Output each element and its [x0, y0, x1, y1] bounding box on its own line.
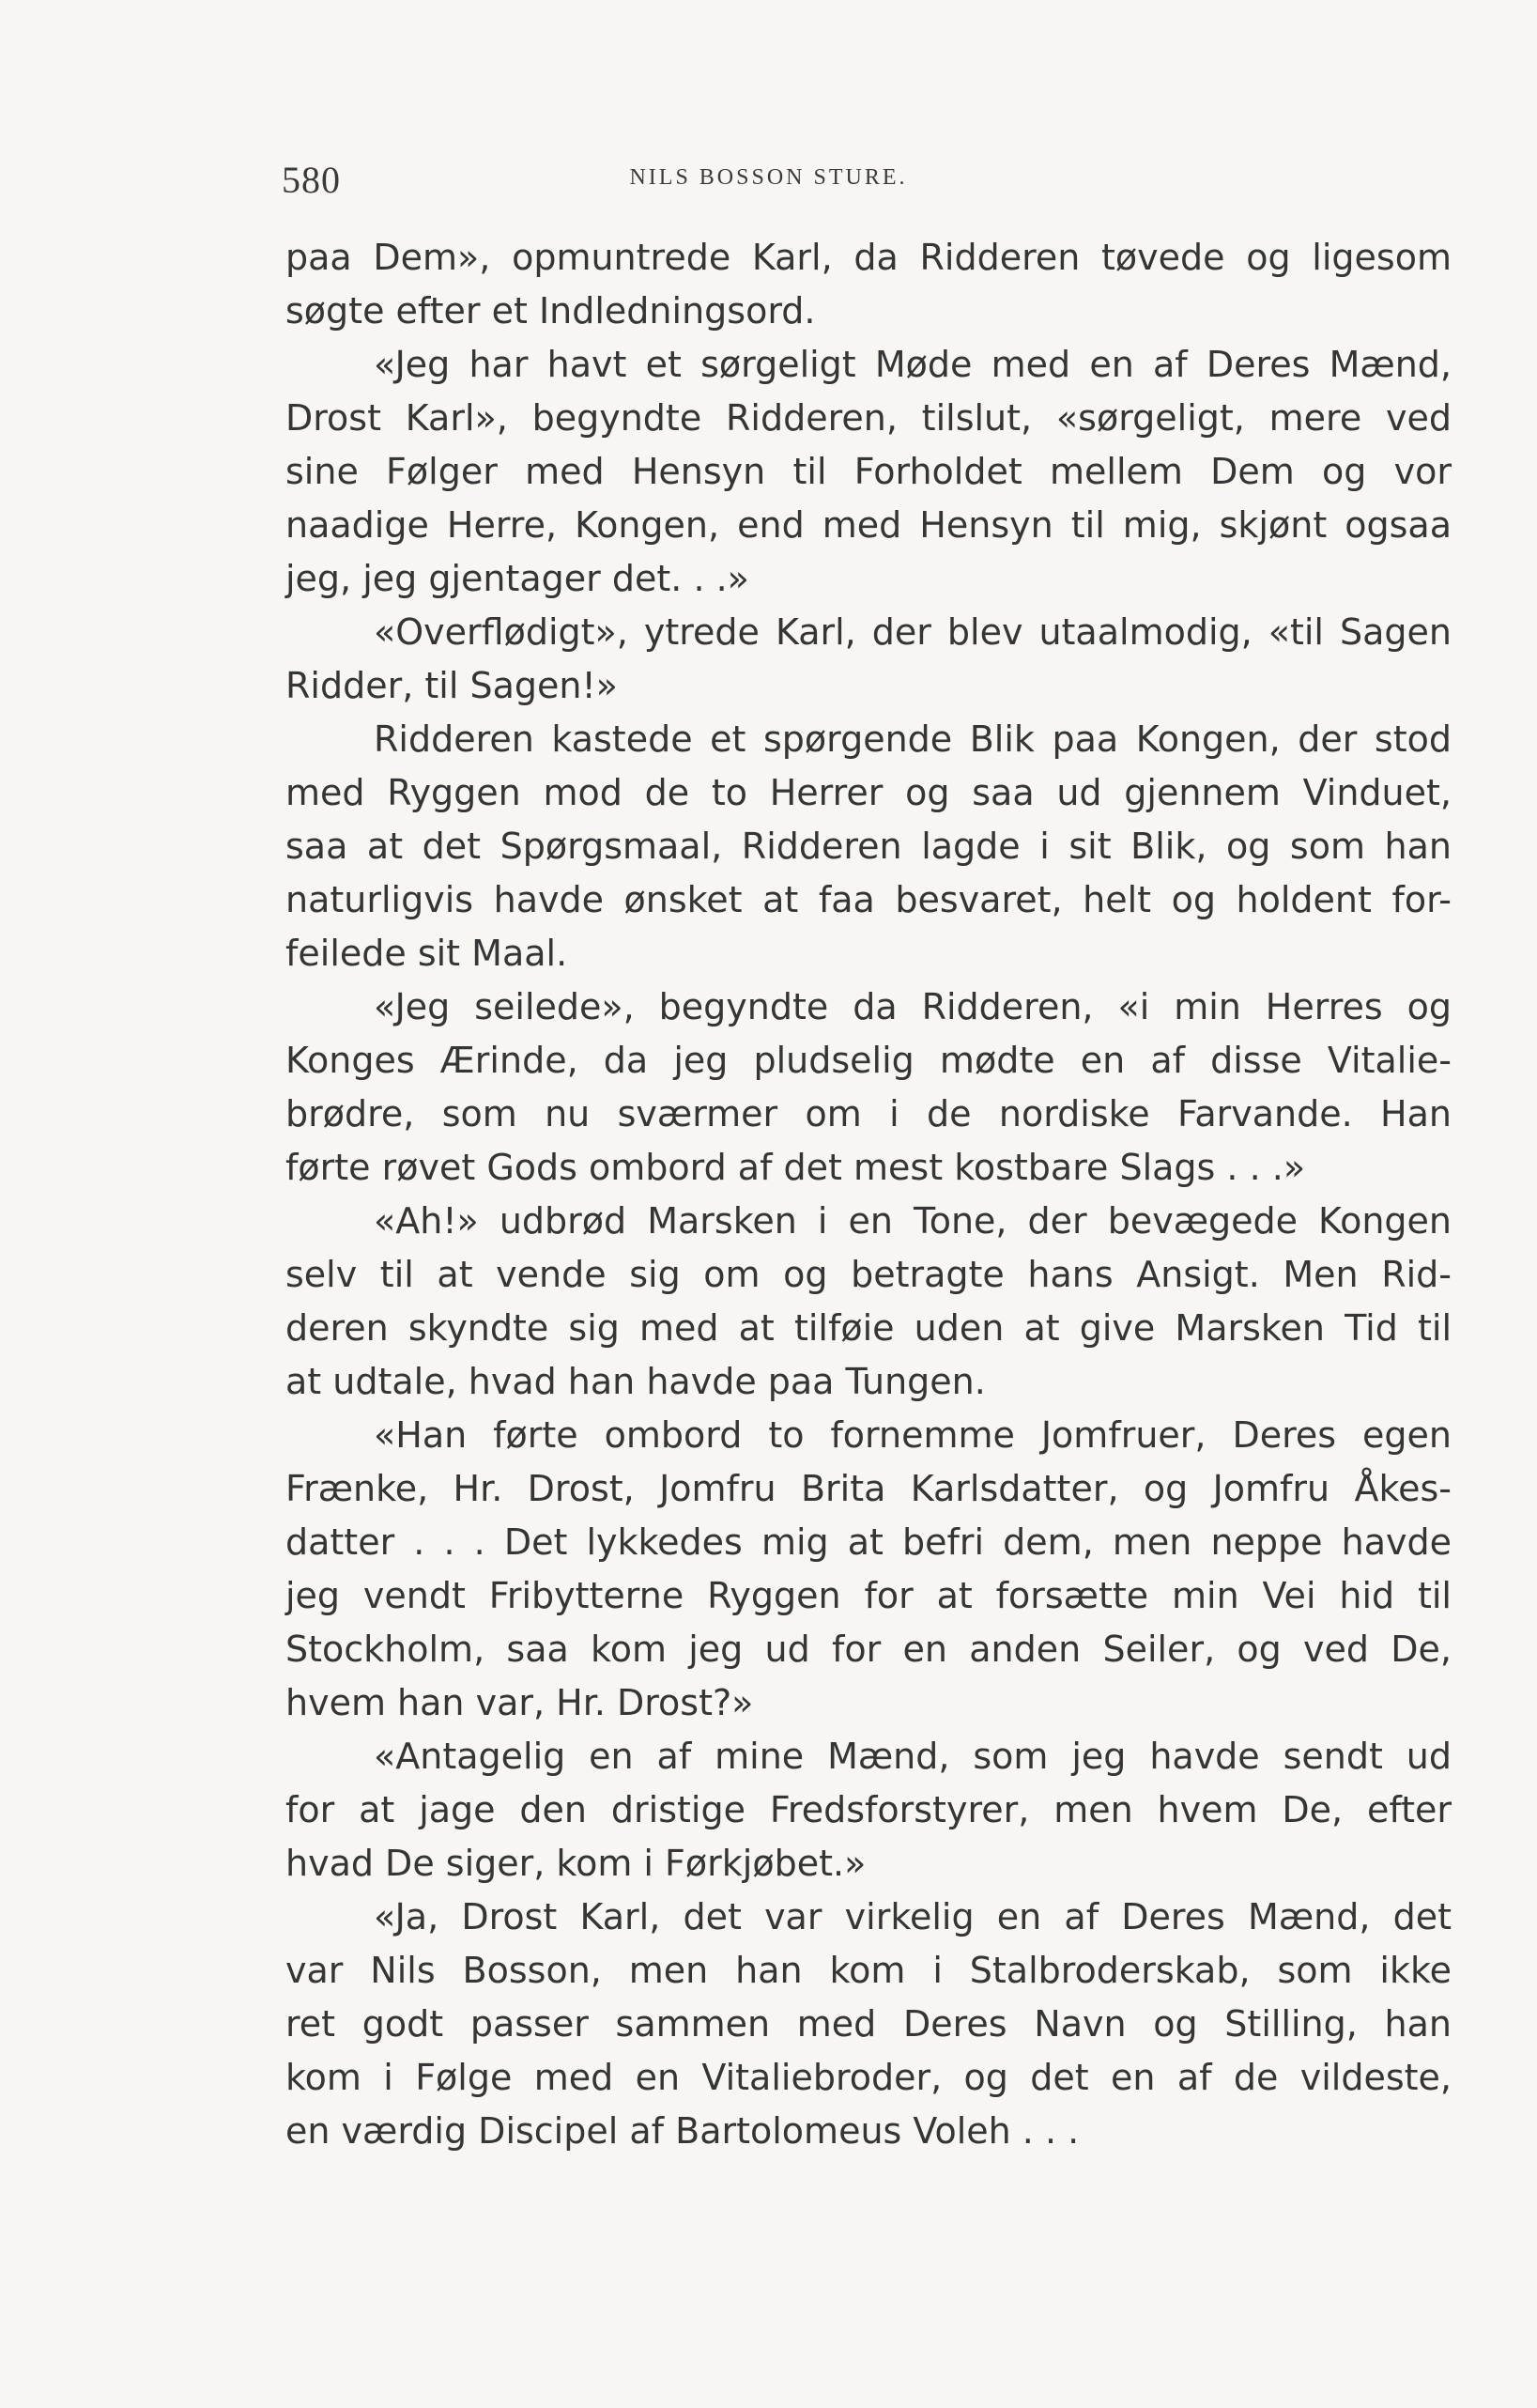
text-line: saa at det Spørgsmaal, Ridderen lagde i sit Blik, og som han [285, 826, 1452, 867]
text-line: «Overflødigt», ytrede Karl, der blev utaalmodig, «til Sagen [374, 611, 1452, 653]
text-line: Ridderen kastede et spørgende Blik paa Kongen, der stod [374, 718, 1452, 760]
text-line: hvad De siger, kom i Førkjøbet.» [285, 1843, 867, 1884]
text-line: var Nils Bosson, men han kom i Stalbroderskab, som ikke [285, 1950, 1452, 1991]
text-line: «Antagelig en af mine Mænd, som jeg havde sendt ud [374, 1736, 1452, 1777]
text-line: ret godt passer sammen med Deres Navn og Stilling, han [285, 2003, 1452, 2045]
text-line: for at jage den dristige Fredsforstyrer, men hvem De, efter [285, 1789, 1452, 1830]
text-line: paa Dem», opmuntrede Karl, da Ridderen tøvede og ligesom [285, 237, 1452, 278]
text-line: sine Følger med Hensyn til Forholdet mellem Dem og vor [285, 451, 1452, 492]
text-line: «Han førte ombord to fornemme Jomfruer, Deres egen [374, 1414, 1452, 1456]
text-line: en værdig Discipel af Bartolomeus Voleh . . . [285, 2110, 1080, 2152]
text-line: Ridder, til Sagen!» [285, 665, 618, 706]
text-line: «Ja, Drost Karl, det var virkelig en af Deres Mænd, det [374, 1896, 1452, 1937]
text-line: Drost Karl», begyndte Ridderen, tilslut, «sørgeligt, mere ved [285, 397, 1452, 439]
text-line: Frænke, Hr. Drost, Jomfru Brita Karlsdatter, og Jomfru Åkes- [285, 1468, 1452, 1509]
text-line: Stockholm, saa kom jeg ud for en anden Seiler, og ved De, [285, 1628, 1452, 1670]
running-title: NILS BOSSON STURE. [629, 165, 908, 190]
text-line: jeg, jeg gjentager det. . .» [285, 558, 749, 599]
text-line: hvem han var, Hr. Drost?» [285, 1682, 754, 1723]
text-line: at udtale, hvad han havde paa Tungen. [285, 1361, 986, 1402]
text-line: «Ah!» udbrød Marsken i en Tone, der bevægede Kongen [374, 1200, 1452, 1242]
text-line: «Jeg seilede», begyndte da Ridderen, «i min Herres og [374, 986, 1452, 1027]
text-line: førte røvet Gods ombord af det mest kostbare Slags . . .» [285, 1147, 1306, 1188]
text-line: med Ryggen mod de to Herrer og saa ud gjennem Vinduet, [285, 772, 1452, 813]
text-line: jeg vendt Fribytterne Ryggen for at forsætte min Vei hid til [285, 1575, 1452, 1616]
text-line: brødre, som nu sværmer om i de nordiske Farvande. Han [285, 1093, 1452, 1135]
text-line: Konges Ærinde, da jeg pludselig mødte en af disse Vitalie- [285, 1040, 1452, 1081]
page-number: 580 [282, 159, 341, 201]
text-line: søgte efter et Indledningsord. [285, 290, 816, 332]
text-line: deren skyndte sig med at tilføie uden at give Marsken Tid til [285, 1307, 1452, 1349]
text-line: datter . . . Det lykkedes mig at befri dem, men neppe havde [285, 1521, 1452, 1563]
text-line: «Jeg har havt et sørgeligt Møde med en af Deres Mænd, [374, 344, 1452, 385]
text-line: feilede sit Maal. [285, 933, 568, 974]
text-line: selv til at vende sig om og betragte hans Ansigt. Men Rid- [285, 1254, 1452, 1295]
text-line: naturligvis havde ønsket at faa besvaret, helt og holdent for- [285, 879, 1452, 920]
text-line: kom i Følge med en Vitaliebroder, og det en af de vildeste, [285, 2057, 1452, 2098]
text-line: naadige Herre, Kongen, end med Hensyn til mig, skjønt ogsaa [285, 504, 1452, 546]
